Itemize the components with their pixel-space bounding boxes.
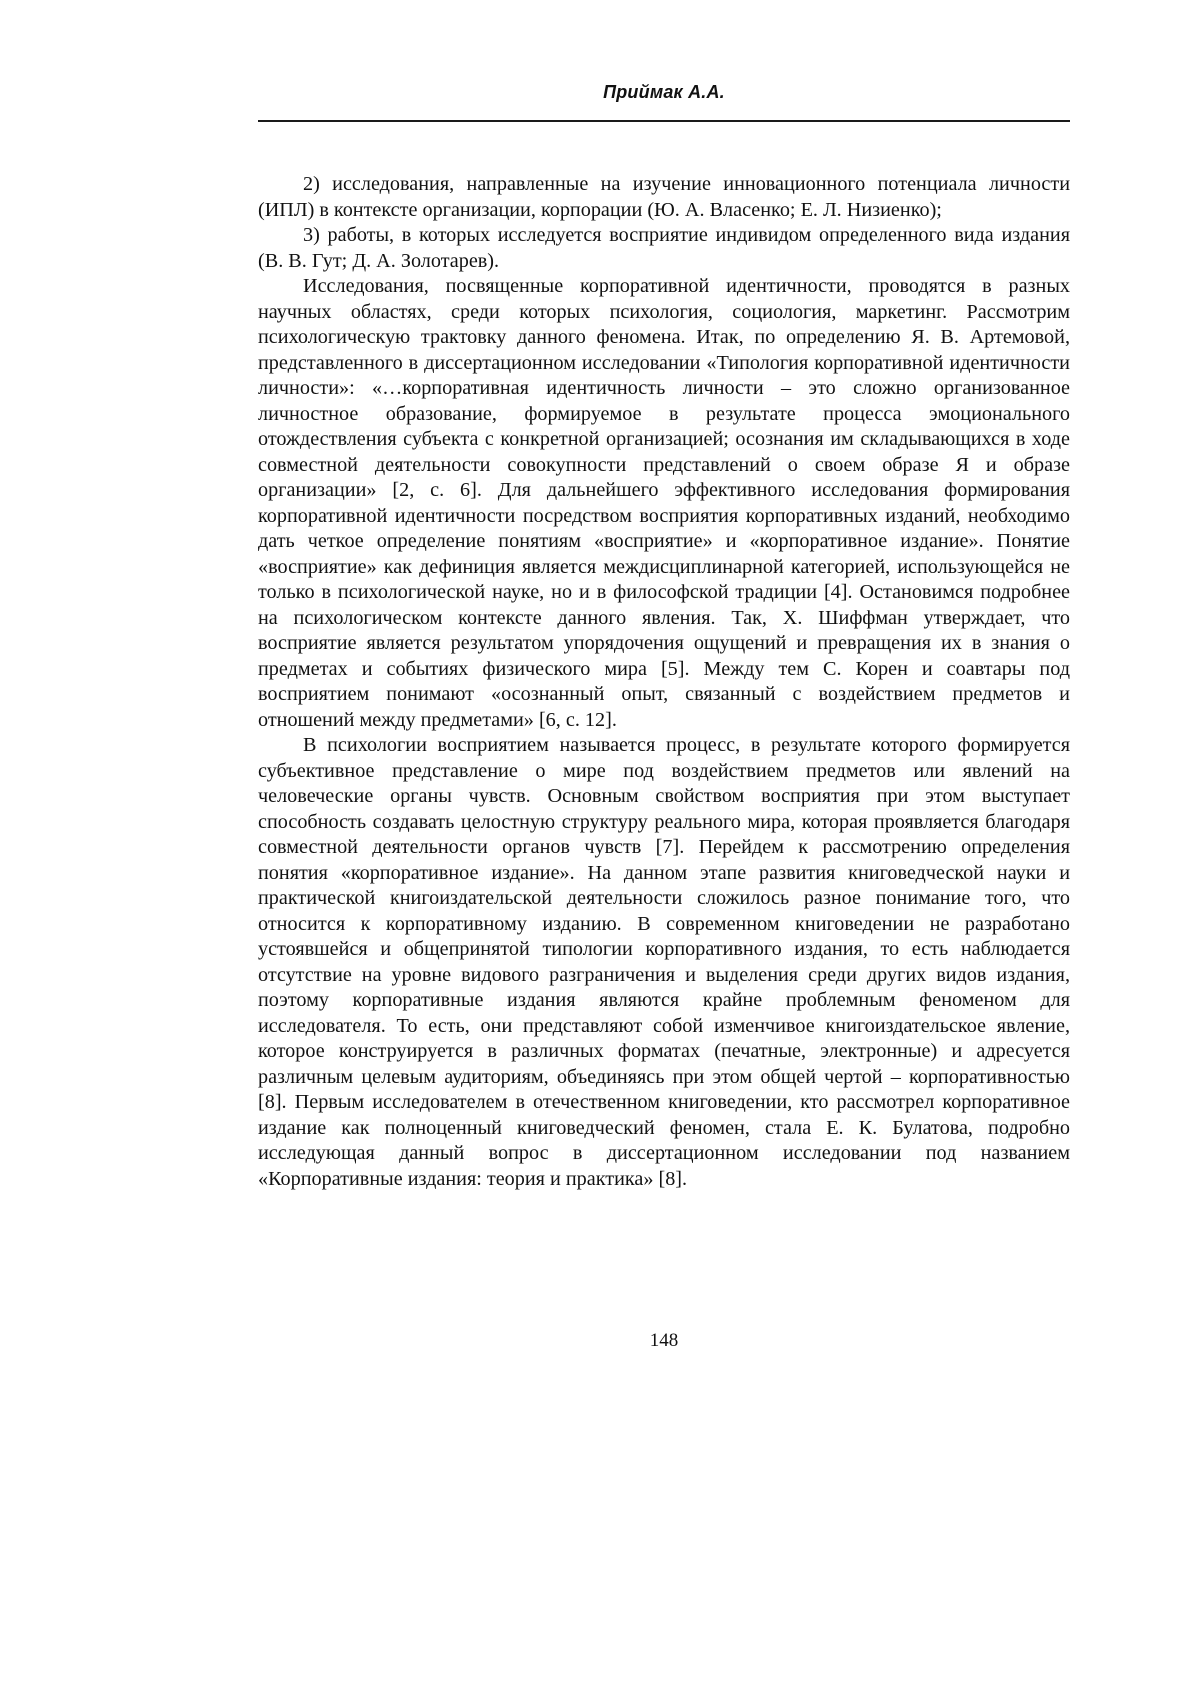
paragraph-item-3: 3) работы, в которых исследуется восприятие индивидом определенного вида издания (В. В. Гут; Д. А. Золотарев).	[258, 223, 1070, 274]
page-number: 148	[258, 1330, 1070, 1352]
document-page	[258, 0, 1070, 1697]
article-body	[258, 172, 1070, 1192]
paragraph-item-2: 2) исследования, направленные на изучение инновационного потенциала личности (ИПЛ) в контексте организации, корпорации (Ю. А. Власенко; Е. Л. Низиенко);	[258, 172, 1070, 223]
header-rule	[258, 120, 1070, 122]
paragraph-perception: В психологии восприятием называется процесс, в результате которого формируется субъективное представление о мире под воздействием предметов или явлений на человеческие органы чувств. Основным свойством восприятия при этом выступает способность создавать целостную структуру реального мира, которая проявляется благодаря совместной деятельности органов чувств [7]. Перейдем к рассмотрению определения понятия «корпоративное издание». На данном этапе развития книговедческой науки и практической книгоиздательской деятельности сложилось разное понимание того, что относится к корпоративному изданию. В современном книговедении не разработано устоявшейся и общепринятой типологии корпоративного издания, то есть наблюдается отсутствие на уровне видового разграничения и выделения среди других видов издания, поэтому корпоративные издания являются крайне проблемным феноменом для исследователя. То есть, они представляют собой изменчивое книгоиздательское явление, которое конструируется в различных форматах (печатные, электронные) и адресуется различным целевым аудиториям, объединяясь при этом общей чертой – корпоративностью [8]. Первым исследователем в отечественном книговедении, кто рассмотрел корпоративное издание как полноценный книговедческий феномен, стала Е. К. Булатова, подробно исследующая данный вопрос в диссертационном исследовании под названием «Корпоративные издания: теория и практика» [8].	[258, 733, 1070, 1192]
paragraph-corporate-identity: Исследования, посвященные корпоративной идентичности, проводятся в разных научных областях, среди которых психология, социология, маркетинг. Рассмотрим психологическую трактовку данного феномена. Итак, по определению Я. В. Артемовой, представленного в диссертационном исследовании «Типология корпоративной идентичности личности»: «…корпоративная идентичность личности – это сложно организованное личностное образование, формируемое в результате процесса эмоционального отождествления субъекта с конкретной организацией; осознания им складывающихся в ходе совместной деятельности совокупности представлений о своем образе Я и образе организации» [2, с. 6]. Для дальнейшего эффективного исследования формирования корпоративной идентичности посредством восприятия корпоративных изданий, необходимо дать четкое определение понятиям «восприятие» и «корпоративное издание». Понятие «восприятие» как дефиниция является междисциплинарной категорией, использующейся не только в психологической науке, но и в философской традиции [4]. Остановимся подробнее на психологическом контексте данного явления. Так, Х. Шиффман утверждает, что восприятие является результатом упорядочения ощущений и превращения их в знания о предметах и событиях физического мира [5]. Между тем С. Корен и соавтары под восприятием понимают «осознанный опыт, связанный с воздействием предметов и отношений между предметами» [6, с. 12].	[258, 274, 1070, 733]
running-head-author: Приймак А.А.	[258, 82, 1070, 103]
